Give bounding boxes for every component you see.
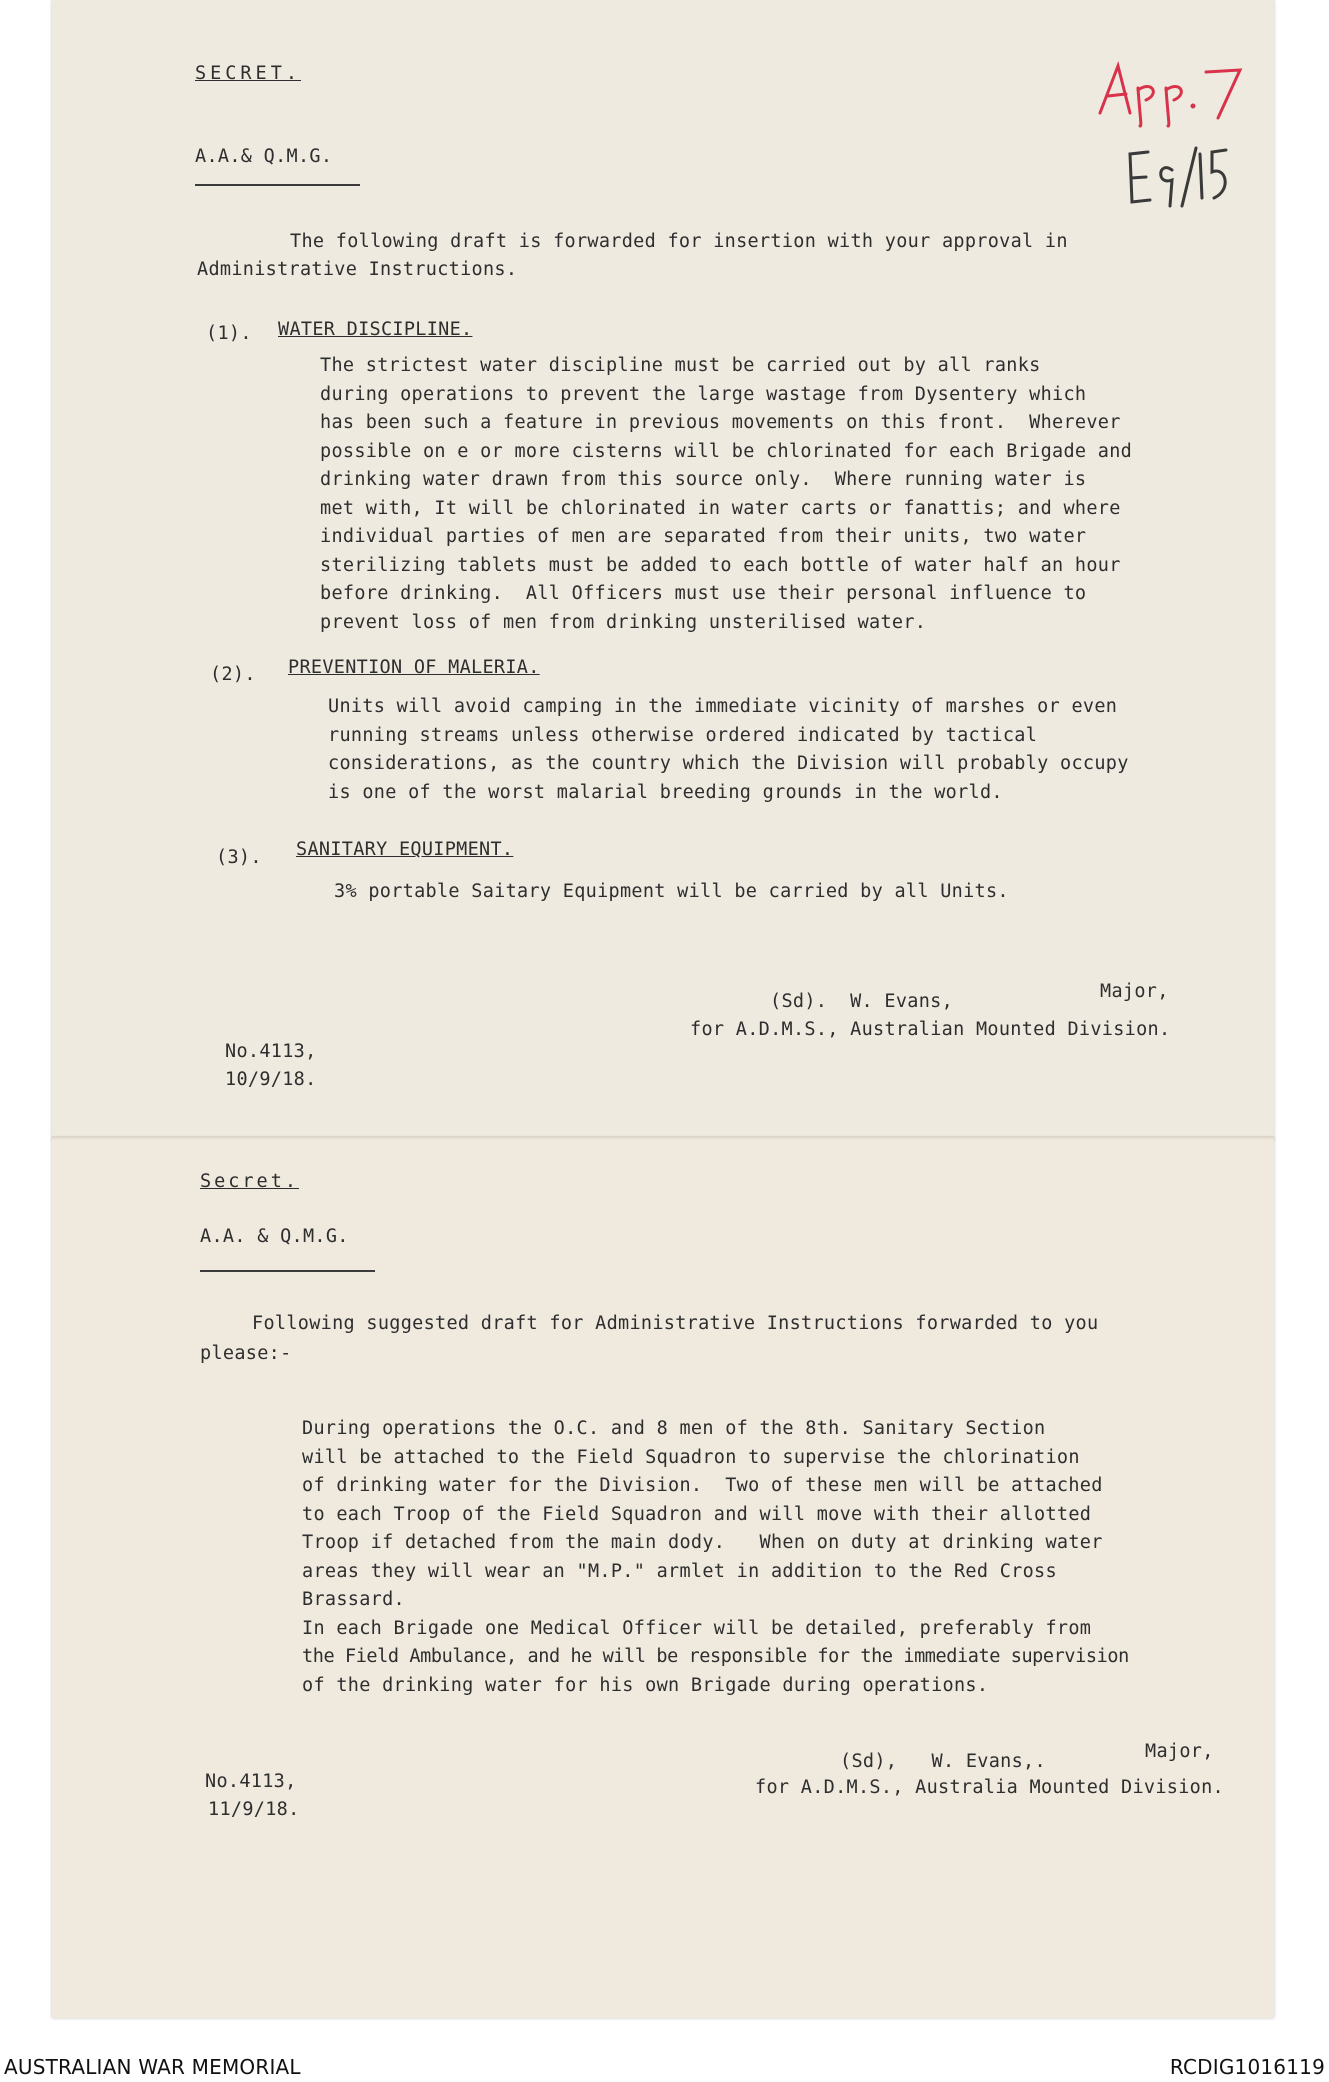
- body-line: during operations to prevent the large wastage from Dysentery which: [320, 383, 1087, 405]
- body-line: 3% portable Saitary Equipment will be carried by all Units.: [334, 881, 1009, 902]
- ref-number-2: No.4113,: [205, 1771, 297, 1792]
- body-line: prevent loss of men from drinking unsterilised water.: [320, 611, 927, 633]
- secret-heading-1: SECRET.: [195, 63, 301, 84]
- body-line: drinking water drawn from this source only. Where running water is: [320, 469, 1087, 490]
- body-line: sterilizing tablets must be added to each bottle of water half an hour: [320, 554, 1121, 576]
- body-line: to each Troop of the Field Squadron and will move with their allotted: [302, 1503, 1092, 1525]
- signature-1-sd: (Sd). W. Evans,: [770, 991, 954, 1012]
- intro-line-1: Following suggested draft for Administrative Instructions forwarded to you: [252, 1313, 1099, 1334]
- date-2: 11/9/18.: [208, 1799, 300, 1820]
- body-line: of the drinking water for his own Brigade during operations.: [302, 1674, 989, 1696]
- body-line: the Field Ambulance, and he will be responsible for the immediate supervision: [302, 1646, 1129, 1667]
- section-2-number: (2).: [210, 664, 256, 685]
- section-3-heading: SANITARY EQUIPMENT.: [296, 839, 514, 860]
- intro-line-2: please:-: [200, 1343, 292, 1364]
- addressee-1: A.A.& Q.M.G.: [195, 146, 333, 167]
- addressee-rule-2: [200, 1270, 375, 1272]
- section-3-number: (3).: [216, 847, 262, 868]
- section-1-body: [320, 352, 1132, 637]
- addressee-rule-1: [195, 184, 360, 186]
- ref-number-1: No.4113,: [225, 1041, 317, 1062]
- intro-paragraph-2b: [200, 1340, 292, 1369]
- date-1: 10/9/18.: [225, 1069, 317, 1090]
- body-line: will be attached to the Field Squadron to supervise the chlorination: [302, 1446, 1080, 1468]
- intro-line-1: The following draft is forwarded for insertion with your approval in: [290, 231, 1068, 252]
- intro-paragraph-1: [290, 228, 1068, 257]
- intro-paragraph-2: [252, 1310, 1098, 1339]
- sheet-overlap-edge: [52, 1136, 1274, 1140]
- body-line: During operations the O.C. and 8 men of the 8th. Sanitary Section: [302, 1418, 1046, 1439]
- sheet-2-body: [302, 1415, 1129, 1700]
- footer-institution: AUSTRALIAN WAR MEMORIAL: [4, 2055, 301, 2079]
- signature-1-rank: Major,: [1100, 981, 1169, 1002]
- body-line: met with, It will be chlorinated in water carts or fanattis; and where: [320, 497, 1121, 519]
- body-line: individual parties of men are separated from their units, two water: [320, 526, 1087, 547]
- body-line: Troop if detached from the main dody. When on duty at drinking water: [302, 1532, 1103, 1553]
- body-line: before drinking. All Officers must use their personal influence to: [320, 583, 1087, 604]
- addressee-2: A.A. & Q.M.G.: [200, 1226, 349, 1247]
- signature-2-rank: Major,: [1145, 1741, 1214, 1762]
- handwritten-ref-annotation: [1122, 140, 1232, 210]
- section-2-body: [328, 693, 1129, 807]
- section-3-body: [334, 878, 1009, 907]
- signature-2-for: for A.D.M.S., Australia Mounted Division.: [755, 1777, 1224, 1798]
- body-line: Brassard.: [302, 1589, 405, 1610]
- body-line: In each Brigade one Medical Officer will be detailed, preferably from: [302, 1617, 1092, 1639]
- footer-record-id: RCDIG1016119: [1169, 2055, 1325, 2079]
- section-1-heading: WATER DISCIPLINE.: [278, 319, 473, 340]
- intro-line-2: Administrative Instructions.: [197, 259, 518, 280]
- body-line: of drinking water for the Division. Two of these men will be attached: [302, 1475, 1103, 1496]
- body-line: running streams unless otherwise ordered indicated by tactical: [328, 724, 1038, 746]
- section-2-heading: PREVENTION OF MALERIA.: [288, 657, 540, 678]
- body-line: considerations, as the country which the Division will probably occupy: [328, 753, 1129, 774]
- handwritten-app-annotation: [1090, 58, 1250, 128]
- secret-heading-2: Secret.: [200, 1171, 299, 1192]
- body-line: areas they will wear an "M.P." armlet in addition to the Red Cross: [302, 1560, 1057, 1582]
- body-line: Units will avoid camping in the immediate vicinity of marshes or even: [328, 696, 1118, 717]
- signature-2-sd: (Sd), W. Evans,.: [840, 1751, 1046, 1772]
- body-line: has been such a feature in previous movements on this front. Wherever: [320, 412, 1121, 433]
- body-line: The strictest water discipline must be carried out by all ranks: [320, 355, 1041, 376]
- section-1-number: (1).: [206, 323, 252, 344]
- body-line: is one of the worst malarial breeding grounds in the world.: [328, 781, 1003, 803]
- intro-paragraph-1b: [197, 256, 517, 285]
- signature-1-for: for A.D.M.S., Australian Mounted Division.: [690, 1019, 1171, 1040]
- body-line: possible on e or more cisterns will be chlorinated for each Brigade and: [320, 440, 1133, 462]
